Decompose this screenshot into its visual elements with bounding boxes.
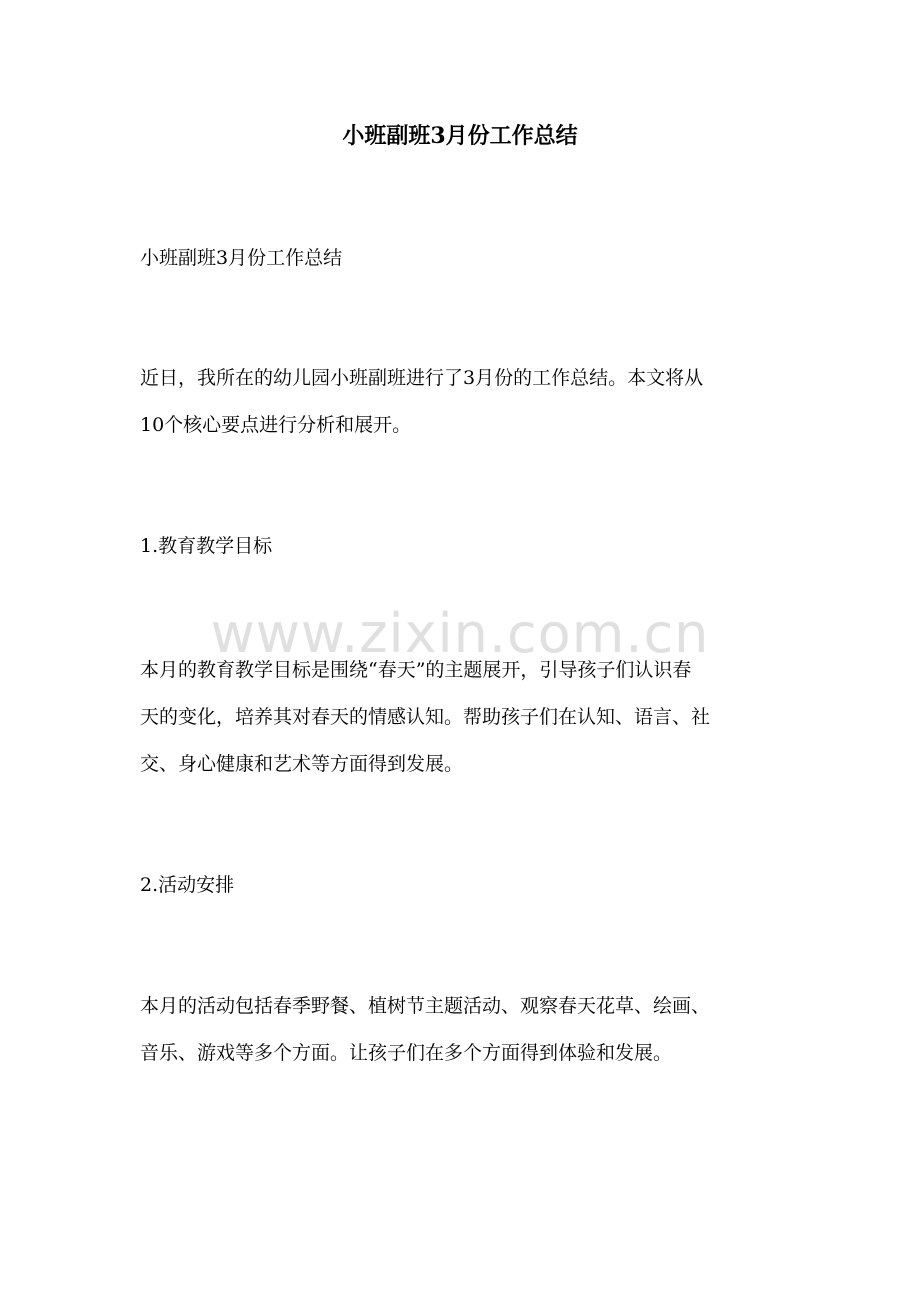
- intro-line: 近日，我所在的幼儿园小班副班进行了3月份的工作总结。本文将从: [140, 367, 704, 389]
- section-paragraph-line: 本月的活动包括春季野餐、植树节主题活动、观察春天花草、绘画、: [140, 995, 711, 1017]
- section-paragraph-line: 天的变化，培养其对春天的情感认知。帮助孩子们在认知、语言、社: [140, 706, 711, 728]
- section-heading-activities: 2.活动安排: [140, 874, 235, 896]
- section-paragraph-line: 音乐、游戏等多个方面。让孩子们在多个方面得到体验和发展。: [140, 1042, 673, 1064]
- intro-line: 10个核心要点进行分析和展开。: [140, 414, 412, 436]
- document-subtitle: 小班副班3月份工作总结: [140, 247, 343, 269]
- section-paragraph-line: 交、身心健康和艺术等方面得到发展。: [140, 753, 464, 775]
- document-title: 小班副班3月份工作总结: [342, 123, 578, 149]
- site-watermark: www.zixin.com.cn: [210, 602, 710, 665]
- section-paragraph-line: 本月的教育教学目标是围绕“春天”的主题展开，引导孩子们认识春: [140, 659, 692, 681]
- section-heading-teaching-goals: 1.教育教学目标: [140, 535, 273, 557]
